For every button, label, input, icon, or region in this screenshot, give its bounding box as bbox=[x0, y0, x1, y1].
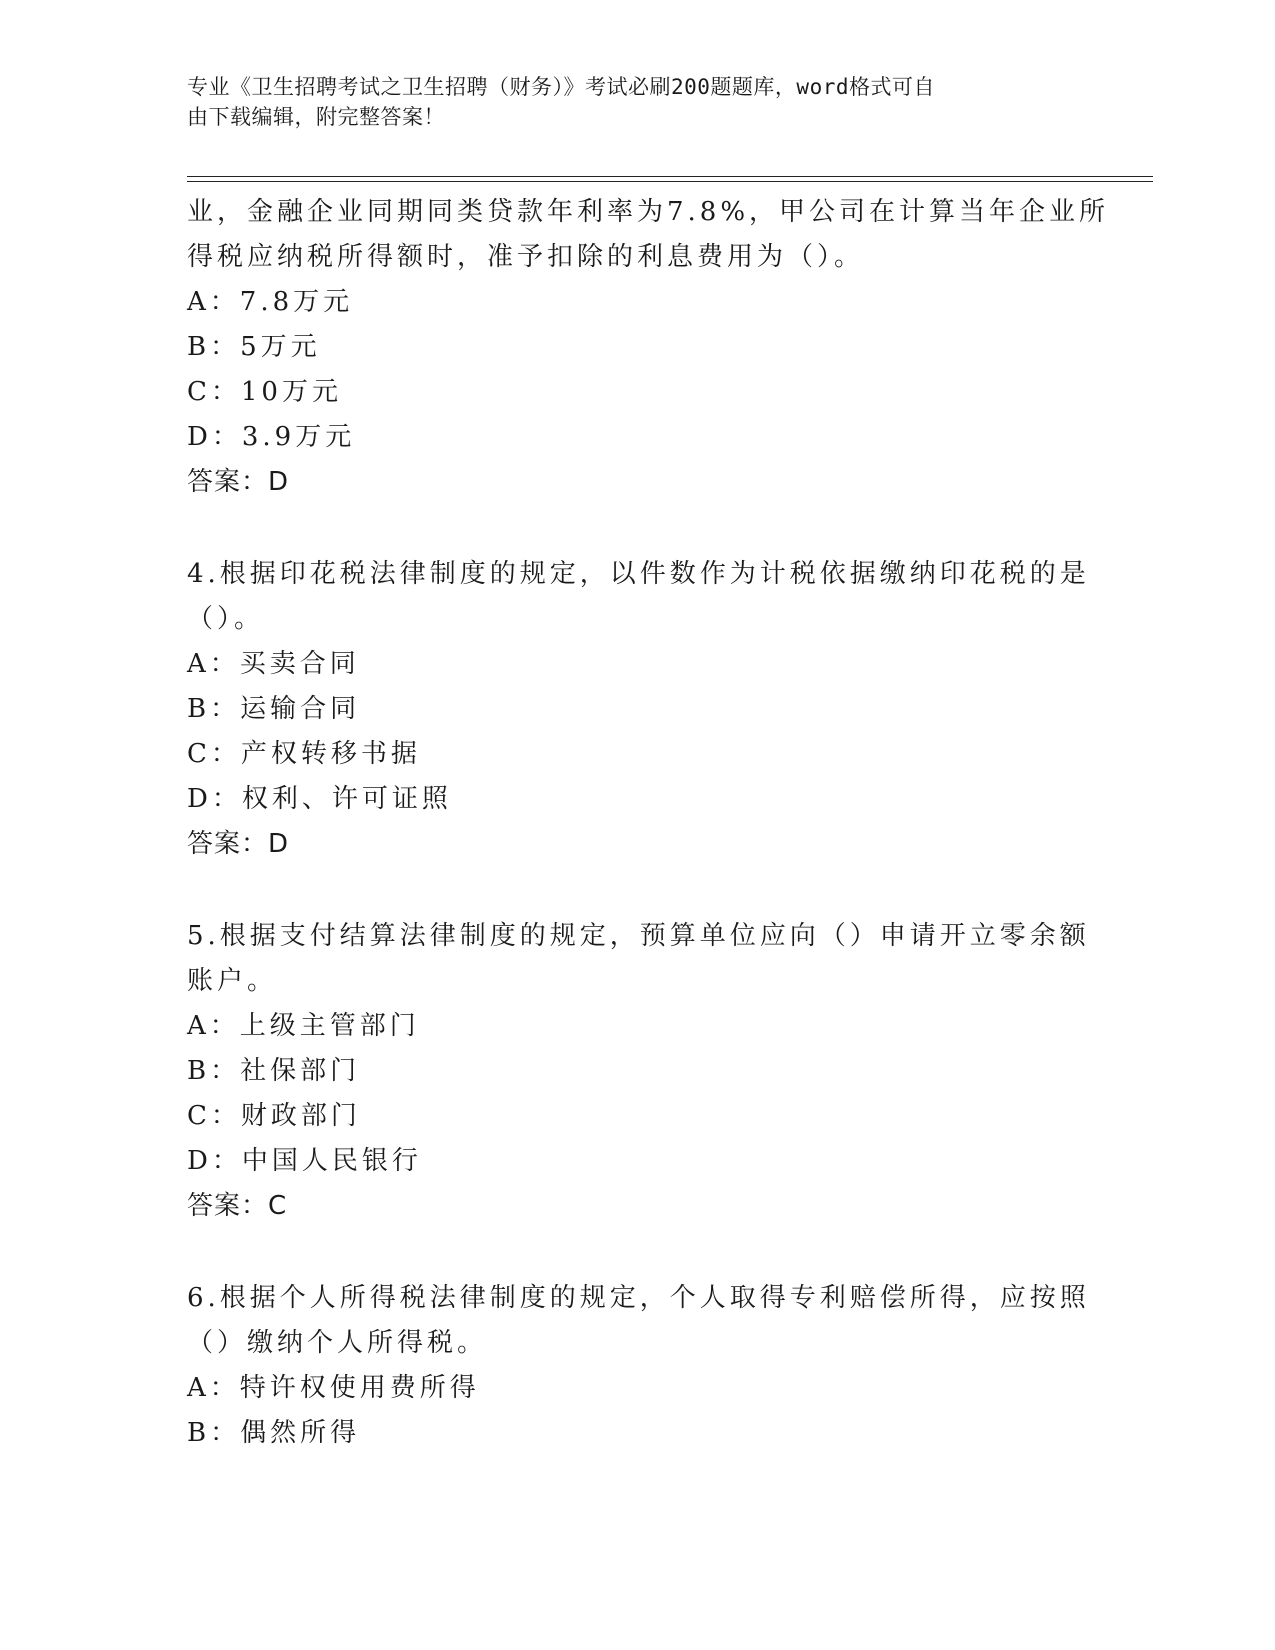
question-stem-line: 4.根据印花税法律制度的规定，以件数作为计税依据缴纳印花税的是 bbox=[187, 559, 1090, 589]
question-5 bbox=[187, 914, 1090, 1229]
question-stem-line: 得税应纳税所得额时，准予扣除的利息费用为（）。 bbox=[187, 242, 865, 272]
answer-line: 答案：C bbox=[187, 1191, 288, 1221]
answer-line: 答案：D bbox=[187, 829, 290, 859]
question-3 bbox=[187, 190, 1110, 505]
question-stem-line: 6.根据个人所得税法律制度的规定，个人取得专利赔偿所得，应按照 bbox=[187, 1283, 1090, 1313]
question-stem-line: 5.根据支付结算法律制度的规定，预算单位应向（）申请开立零余额 bbox=[187, 921, 1090, 951]
option-c: C：产权转移书据 bbox=[187, 739, 421, 769]
header-divider-top bbox=[187, 176, 1153, 177]
option-b: B：偶然所得 bbox=[187, 1418, 361, 1448]
option-d: D：权利、许可证照 bbox=[187, 784, 452, 814]
question-stem-line: （）。 bbox=[187, 604, 265, 634]
question-stem-line: （）缴纳个人所得税。 bbox=[187, 1328, 488, 1358]
question-stem-line: 账户。 bbox=[187, 966, 278, 996]
option-c: C：10万元 bbox=[187, 377, 342, 407]
header-divider-bottom bbox=[187, 181, 1153, 182]
question-list bbox=[187, 190, 1110, 1456]
option-a: A：买卖合同 bbox=[187, 649, 360, 679]
option-b: B：运输合同 bbox=[187, 694, 361, 724]
question-stem-line: 业，金融企业同期同类贷款年利率为7.8%，甲公司在计算当年企业所 bbox=[187, 197, 1110, 227]
option-b: B：5万元 bbox=[187, 332, 321, 362]
option-a: A：7.8万元 bbox=[187, 287, 354, 317]
option-b: B：社保部门 bbox=[187, 1056, 361, 1086]
question-6 bbox=[187, 1276, 1090, 1456]
option-d: D：中国人民银行 bbox=[187, 1146, 422, 1176]
option-d: D：3.9万元 bbox=[187, 422, 356, 452]
option-a: A：上级主管部门 bbox=[187, 1011, 420, 1041]
option-c: C：财政部门 bbox=[187, 1101, 361, 1131]
header-line-1: 专业《卫生招聘考试之卫生招聘（财务）》考试必刷200题题库，word格式可自 bbox=[187, 75, 935, 99]
document-header bbox=[187, 72, 1067, 132]
answer-line: 答案：D bbox=[187, 467, 290, 497]
question-4 bbox=[187, 552, 1090, 867]
option-a: A：特许权使用费所得 bbox=[187, 1373, 480, 1403]
header-line-2: 由下载编辑，附完整答案！ bbox=[187, 105, 445, 129]
